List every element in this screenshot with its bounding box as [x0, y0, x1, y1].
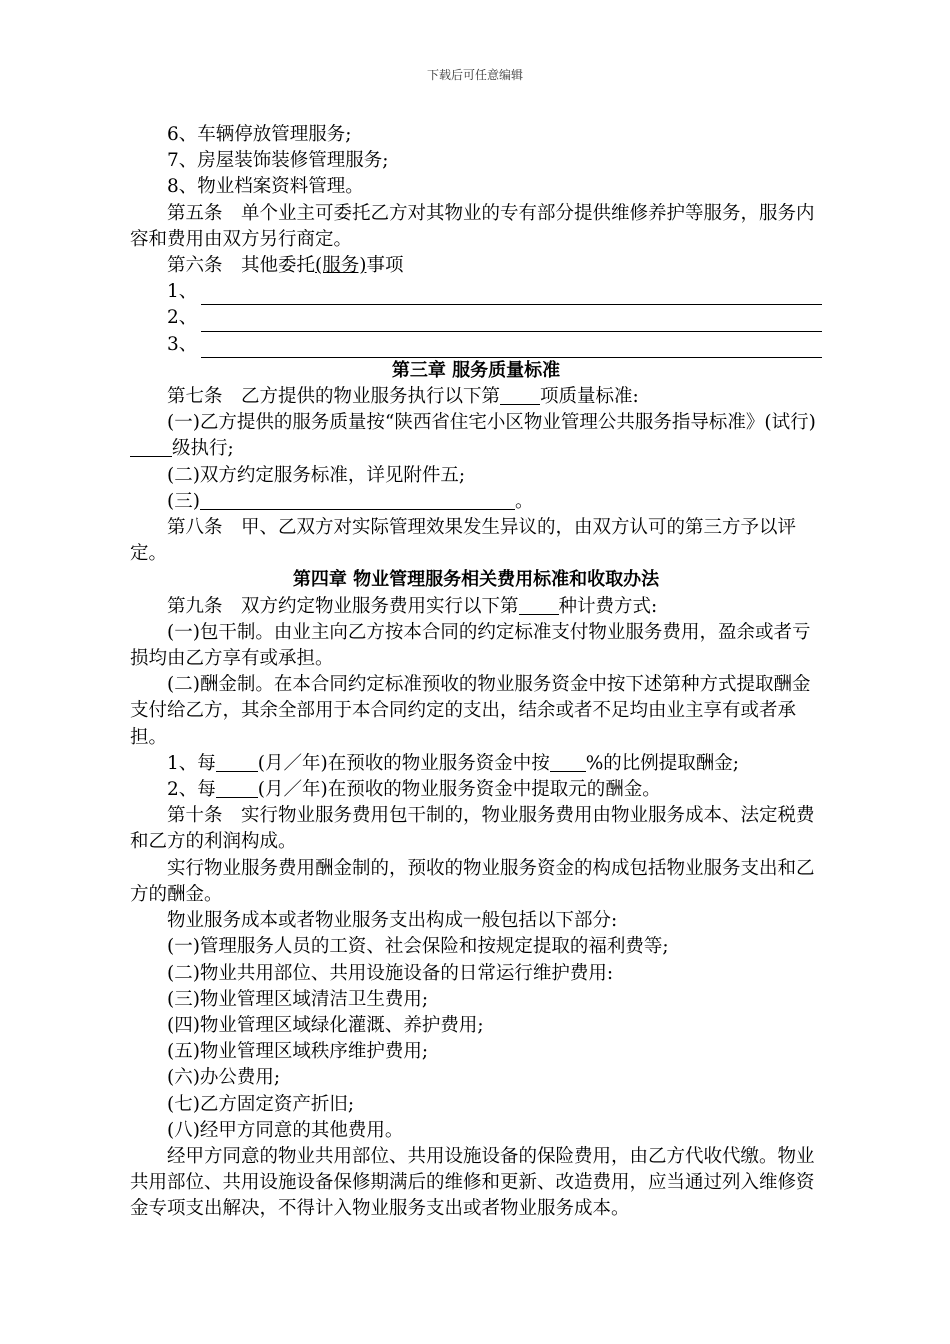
standard-item-1-text: (一)乙方提供的服务质量按“陕西省住宅小区物业管理公共服务指导标准》(试行) — [167, 412, 816, 434]
article-9-tail: 种计费方式: — [558, 595, 658, 617]
article-6-text: 第六条 其他委托 — [167, 255, 316, 277]
standard-item-3 — [130, 489, 822, 515]
paragraph: 7、房屋装饰装修管理服务; — [167, 150, 389, 172]
fill-in-blank[interactable] — [130, 437, 172, 457]
cost-item: (八)经甲方同意的其他费用。 — [167, 1119, 404, 1141]
fill-in-line[interactable] — [201, 337, 822, 358]
blank-item-1 — [130, 279, 822, 305]
article-7 — [130, 384, 822, 410]
cost-item: (三)物业管理区域清洁卫生费用; — [167, 988, 429, 1010]
commission-option-2-tail: (月／年)在预收的物业服务资金中提取元的酬金。 — [257, 779, 661, 801]
article-6-service: (服务) — [315, 255, 367, 277]
fill-in-blank[interactable] — [216, 751, 258, 771]
article-8: 第八条 甲、乙双方对实际管理效果发生异议的，由双方认可的第三方予以评定。 — [130, 517, 797, 565]
paragraph: 实行物业服务费用酬金制的，预收的物业服务资金的构成包括物业服务支出和乙方的酬金。 — [130, 857, 815, 905]
standard-item-1-tail: 级执行; — [172, 438, 234, 460]
standard-item-2: (二)双方约定服务标准，详见附件五; — [167, 464, 466, 486]
paragraph: 8、物业档案资料管理。 — [167, 176, 364, 198]
fill-in-line[interactable] — [201, 284, 822, 305]
cost-item: (四)物业管理区域绿化灌溉、养护费用; — [167, 1014, 484, 1036]
fill-in-blank[interactable] — [519, 594, 559, 614]
commission-option-1-text: 1、每 — [167, 752, 216, 774]
commission-option-1-mid: (月／年)在预收的物业服务资金中按 — [257, 752, 550, 774]
article-9-text: 第九条 双方约定物业服务费用实行以下第 — [167, 595, 519, 617]
fill-in-blank[interactable] — [216, 778, 258, 798]
article-7-tail: 项质量标准: — [540, 386, 639, 408]
fill-in-blank[interactable] — [200, 489, 515, 509]
article-9 — [130, 594, 822, 620]
article-5: 第五条 单个业主可委托乙方对其物业的专有部分提供维修养护等服务，服务内容和费用由双方另行商定。 — [130, 202, 815, 250]
chapter-3-heading: 第三章 服务质量标准 — [391, 359, 561, 381]
fee-method-2: (二)酬金制。在本合同约定标准预收的物业服务资金中按下述第种方式提取酬金支付给乙方，其余全部用于本合同约定的支出，结余或者不足均由业主享有或者承担。 — [130, 674, 811, 748]
blank-item-number: 1、 — [167, 281, 198, 303]
article-10: 第十条 实行物业服务费用包干制的，物业服务费用由物业服务成本、法定税费和乙方的利润构成。 — [130, 805, 815, 853]
fill-in-blank[interactable] — [500, 385, 540, 405]
standard-item-1 — [130, 410, 822, 462]
commission-option-1 — [130, 751, 822, 777]
standard-item-3-text: (三) — [167, 490, 200, 512]
fill-in-blank[interactable] — [550, 751, 586, 771]
blank-item-number: 3、 — [167, 333, 198, 355]
paragraph: 6、车辆停放管理服务; — [167, 124, 352, 145]
cost-item: (一)管理服务人员的工资、社会保险和按规定提取的福利费等; — [167, 936, 669, 958]
blank-item-3 — [130, 332, 822, 358]
commission-option-2-text: 2、每 — [167, 779, 216, 801]
cost-item: (二)物业共用部位、共用设施设备的日常运行维护费用: — [167, 962, 614, 984]
commission-option-2 — [130, 777, 822, 803]
commission-option-1-tail: %的比例提取酬金; — [585, 752, 740, 774]
article-6-tail: 事项 — [366, 255, 404, 277]
cost-item: (五)物业管理区域秩序维护费用; — [167, 1041, 429, 1063]
blank-item-number: 2、 — [167, 307, 198, 329]
paragraph: 物业服务成本或者物业服务支出构成一般包括以下部分: — [167, 910, 618, 932]
cost-item: (七)乙方固定资产折旧; — [167, 1093, 355, 1115]
article-6 — [130, 253, 822, 279]
paragraph: 经甲方同意的物业共用部位、共用设施设备的保险费用，由乙方代收代缴。物业共用部位、共用设施设备保修期满后的维修和更新、改造费用，应当通过列入维修资金专项支出解决，不得计入物业服务支出或者物业服务成本。 — [130, 1145, 815, 1220]
cost-item: (六)办公费用; — [167, 1067, 281, 1089]
page-header: 下载后可任意编辑 — [426, 68, 523, 82]
blank-item-2 — [130, 305, 822, 331]
chapter-4-heading: 第四章 物业管理服务相关费用标准和收取办法 — [292, 569, 660, 591]
article-7-text: 第七条 乙方提供的物业服务执行以下第 — [167, 386, 501, 408]
fee-method-1: (一)包干制。由业主向乙方按本合同的约定标准支付物业服务费用，盈余或者亏损均由乙方享有或承担。 — [130, 621, 811, 670]
standard-item-3-tail: 。 — [514, 490, 534, 512]
fill-in-line[interactable] — [201, 311, 822, 332]
document-body — [130, 122, 822, 1223]
